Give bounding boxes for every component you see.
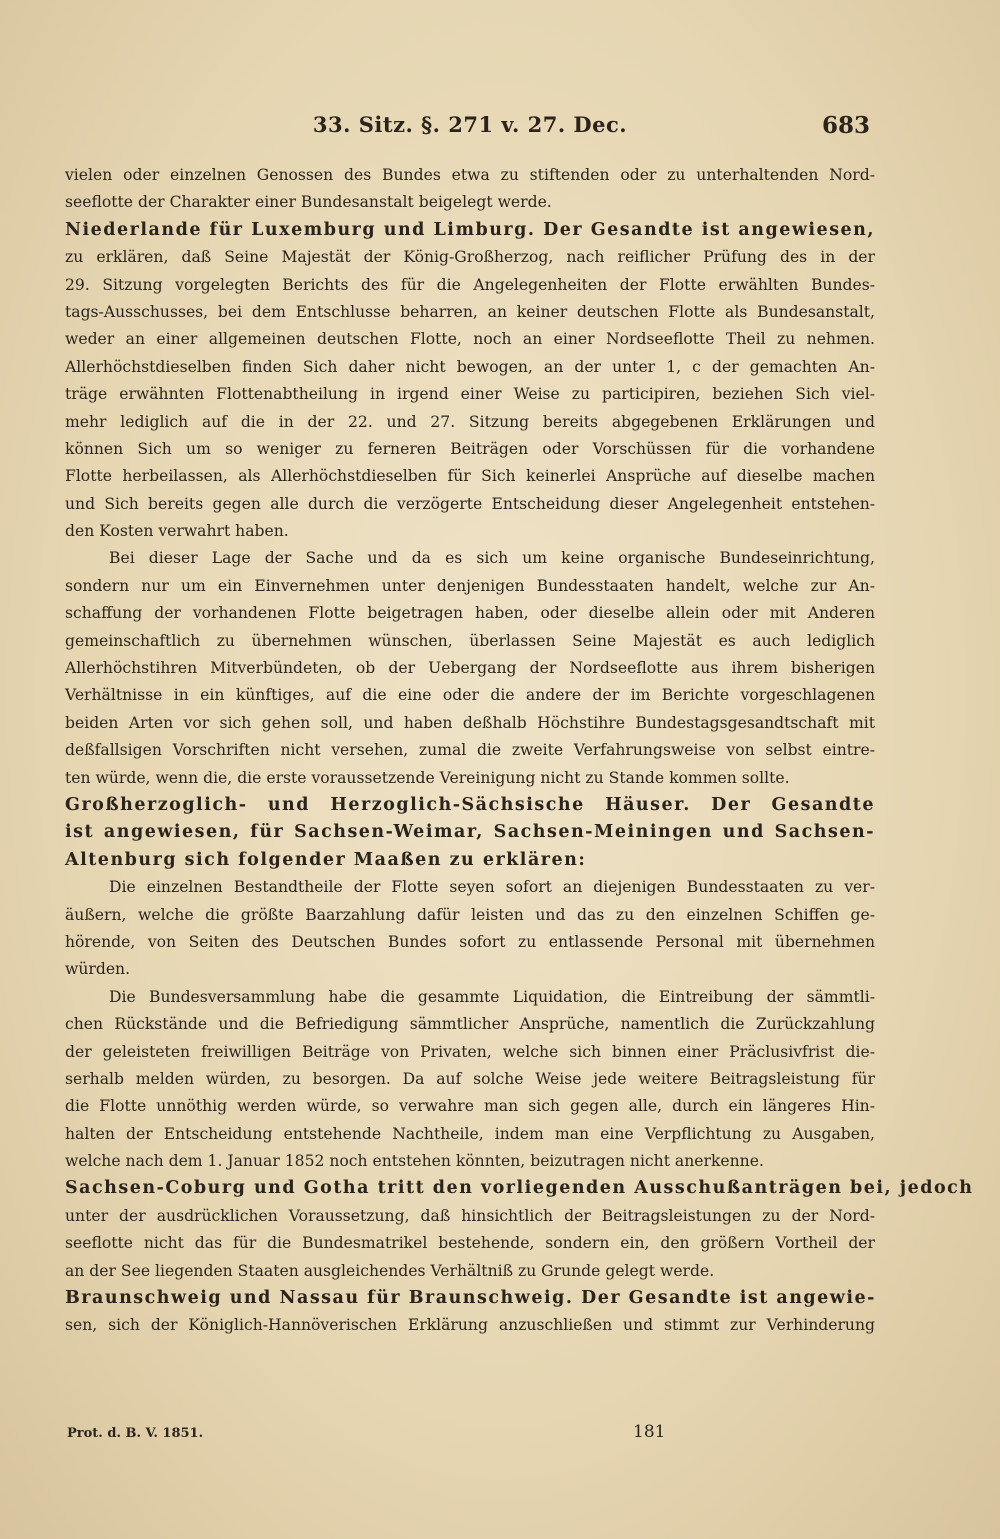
text-line: an der See liegenden Staaten ausgleichendes Verhältniß zu Grunde gelegt werde. (65, 1261, 715, 1280)
sheet-signature: 181 (633, 1422, 666, 1442)
text-line: und Sich bereits gegen alle durch die verzögerte Entscheidung dieser Angelegenheit entstehen- (65, 494, 875, 513)
page-number: 683 (821, 112, 870, 139)
text-line: gemeinschaftlich zu übernehmen wünschen, überlassen Seine Majestät es auch lediglich (65, 631, 875, 650)
text-line: der geleisteten freiwilligen Beiträge von Privaten, welche sich binnen einer Präclusivfrist die- (65, 1042, 875, 1061)
text-line: die Flotte unnöthig werden würde, so verwahre man sich gegen alle, durch ein längeres Hin- (65, 1097, 875, 1116)
text-line: 29. Sitzung vorgelegten Berichts des für die Angelegenheiten der Flotte erwählten Bundes- (65, 275, 875, 294)
text-line: seeflotte der Charakter einer Bundesanstalt beigelegt werde. (65, 193, 552, 212)
text-line: schaffung der vorhandenen Flotte beigetragen haben, oder dieselbe allein oder mit Anderen (65, 604, 875, 623)
running-title: 33. Sitz. §. 271 v. 27. Dec. (312, 112, 628, 137)
text-line: Allerhöchstdieselben finden Sich daher nicht bewogen, an der unter 1, c der gemachten An- (65, 357, 875, 376)
text-line: mehr lediglich auf die in der 22. und 27. Sitzung bereits abgegebenen Erklärungen und (65, 412, 875, 431)
text-line: Die Bundesversammlung habe die gesammte Liquidation, die Eintreibung der sämmtli- (109, 987, 875, 1006)
text-line: zu erklären, daß Seine Majestät der König-Großherzog, nach reiflicher Prüfung des in der (65, 248, 875, 267)
text-line: ten würde, wenn die, die erste voraussetzende Vereinigung nicht zu Stande kommen sollte. (65, 768, 790, 787)
text-line: Flotte herbeilassen, als Allerhöchstdieselben für Sich keinerlei Ansprüche auf dieselbe machen (65, 467, 875, 486)
text-line: weder an einer allgemeinen deutschen Flotte, noch an einer Nordseeflotte Theil zu nehmen. (65, 330, 875, 349)
text-line: Verhältnisse in ein künftiges, auf die eine oder die andere der im Berichte vorgeschlagenen (65, 686, 875, 705)
text-line: vielen oder einzelnen Genossen des Bundes etwa zu stiftenden oder zu unterhaltenden Nord- (65, 166, 875, 184)
text-line: äußern, welche die größte Baarzahlung dafür leisten und das zu den einzelnen Schiffen ge- (65, 905, 875, 924)
printer-signature: Prot. d. B. V. 1851. (67, 1426, 204, 1441)
text-line: den Kosten verwahrt haben. (65, 522, 289, 541)
page-header (70, 112, 870, 146)
text-line: seeflotte nicht das für die Bundesmatrikel bestehende, sondern ein, den größern Vortheil der (65, 1234, 875, 1253)
text-line: Braunschweig und Nassau für Braunschweig. Der Gesandte ist angewie- (65, 1288, 876, 1309)
text-line: Großherzoglich- und Herzoglich-Sächsische Häuser. Der Gesandte (65, 794, 875, 815)
text-line: Sachsen-Coburg und Gotha tritt den vorliegenden Ausschußanträgen bei, jedoch (65, 1178, 974, 1199)
text-line: Altenburg sich folgender Maaßen zu erklären: (65, 849, 587, 870)
text-line: träge erwähnten Flottenabtheilung in irgend einer Weise zu participiren, beziehen Sich viel- (65, 385, 875, 404)
text-line: ist angewiesen, für Sachsen-Weimar, Sachsen-Meiningen und Sachsen- (65, 822, 875, 843)
text-line: serhalb melden würden, zu besorgen. Da auf solche Weise jede weitere Beitragsleistung für (65, 1069, 875, 1088)
text-line: tags-Ausschusses, bei dem Entschlusse beharren, an keiner deutschen Flotte als Bundesanstalt, (65, 302, 875, 321)
text-line: Allerhöchstihren Mitverbündeten, ob der Uebergang der Nordseeflotte aus ihrem bisherigen (65, 659, 875, 678)
text-line: halten der Entscheidung entstehende Nachtheile, indem man eine Verpflichtung zu Ausgaben, (65, 1124, 875, 1143)
text-line: chen Rückstände und die Befriedigung sämmtlicher Ansprüche, namentlich die Zurückzahlung (65, 1015, 875, 1034)
text-line: würden. (65, 960, 131, 979)
text-line: sen, sich der Königlich-Hannöverischen Erklärung anzuschließen und stimmt zur Verhinderung (65, 1316, 875, 1335)
text-line: Bei dieser Lage der Sache und da es sich um keine organische Bundeseinrichtung, (109, 549, 875, 568)
text-line: welche nach dem 1. Januar 1852 noch entstehen könnten, beizutragen nicht anerkenne. (65, 1152, 764, 1171)
text-line: sondern nur um ein Einvernehmen unter denjenigen Bundesstaaten handelt, welche zur An- (65, 576, 875, 595)
text-line: hörende, von Seiten des Deutschen Bundes sofort zu entlassende Personal mit übernehmen (65, 932, 875, 951)
text-line: Die einzelnen Bestandtheile der Flotte seyen sofort an diejenigen Bundesstaaten zu ver- (109, 878, 875, 897)
text-line: unter der ausdrücklichen Voraussetzung, daß hinsichtlich der Beitragsleistungen zu der Nord- (65, 1206, 875, 1225)
body-text (65, 162, 974, 1340)
text-line: deßfallsigen Vorschriften nicht versehen, zumal die zweite Verfahrungsweise von selbst eintre- (65, 741, 875, 760)
text-line: beiden Arten vor sich gehen soll, und haben deßhalb Höchstihre Bundestagsgesandtschaft mit (65, 713, 875, 732)
page-footer (65, 1422, 875, 1448)
text-line: Niederlande für Luxemburg und Limburg. Der Gesandte ist angewiesen, (65, 219, 875, 240)
text-line: können Sich um so weniger zu ferneren Beiträgen oder Vorschüssen für die vorhandene (65, 439, 875, 458)
